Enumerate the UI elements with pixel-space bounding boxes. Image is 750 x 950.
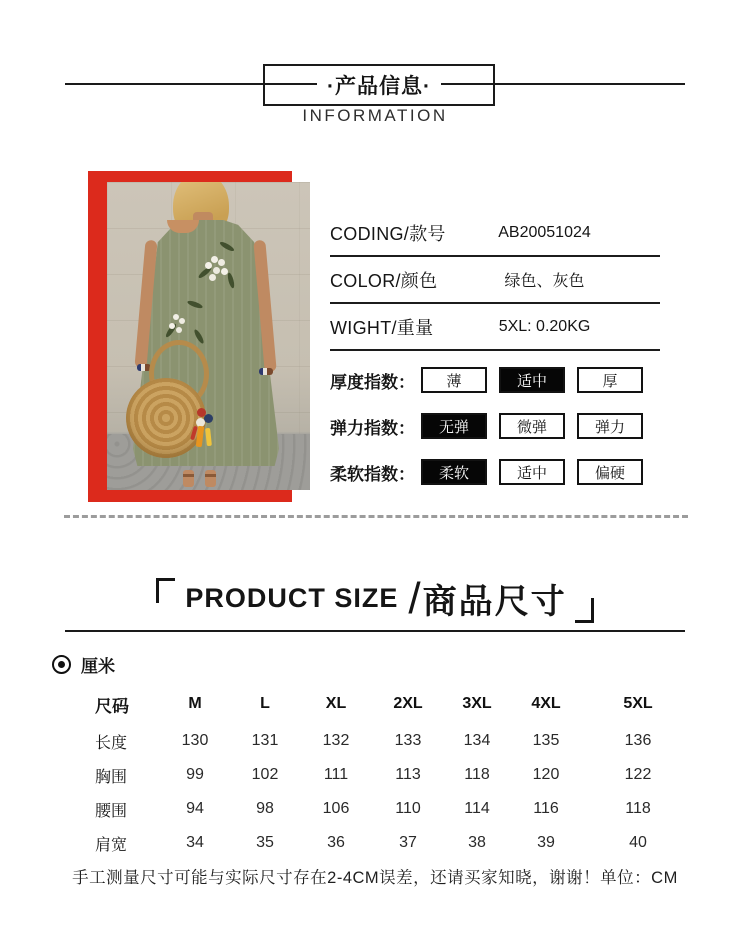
spec-value: AB20051024 xyxy=(498,223,591,241)
straw-bag xyxy=(126,378,206,458)
index-label: 厚度指数： xyxy=(330,372,415,392)
corner-bracket-top-left-icon xyxy=(156,578,175,603)
index-row-elasticity xyxy=(330,414,690,438)
table-cell: 134 xyxy=(463,732,491,749)
option-tag-selected: 适中 xyxy=(499,367,565,393)
size-table xyxy=(95,686,695,860)
measurement-note: 手工测量尺寸可能与实际尺寸存在2-4CM误差，还请买家知晓，谢谢！单位：CM xyxy=(72,869,678,887)
header-title-box xyxy=(263,64,495,106)
model-foot xyxy=(205,470,216,487)
product-photo xyxy=(107,182,310,490)
option-tag: 弹力 xyxy=(577,413,643,439)
index-row-softness xyxy=(330,460,690,484)
col-header: 3XL xyxy=(462,695,492,712)
table-cell: 36 xyxy=(327,834,345,851)
option-tag: 厚 xyxy=(577,367,643,393)
size-header-rule xyxy=(65,630,685,632)
spec-row-coding xyxy=(330,210,660,257)
option-tag: 薄 xyxy=(421,367,487,393)
spec-value: 绿色、灰色 xyxy=(504,273,585,290)
table-cell: 118 xyxy=(464,766,490,783)
size-title-en: PRODUCT SIZE xyxy=(185,583,399,613)
row-label: 肩宽 xyxy=(95,836,128,854)
table-cell: 131 xyxy=(251,732,279,749)
table-cell: 118 xyxy=(625,800,651,817)
index-list xyxy=(330,368,690,506)
index-label: 柔软指数： xyxy=(330,464,415,484)
col-header: 尺码 xyxy=(95,696,129,716)
table-row-shoulder xyxy=(95,826,695,860)
section-title-en: INFORMATION xyxy=(302,106,448,125)
col-header: M xyxy=(188,695,202,712)
option-tag-selected: 无弹 xyxy=(421,413,487,439)
table-cell: 120 xyxy=(532,766,560,783)
row-label: 长度 xyxy=(95,734,128,752)
table-cell: 94 xyxy=(186,800,204,817)
table-cell: 122 xyxy=(624,766,652,783)
spec-label: COLOR/颜色 xyxy=(330,270,438,291)
table-cell: 34 xyxy=(186,834,204,851)
table-row-bust xyxy=(95,758,695,792)
table-cell: 114 xyxy=(464,800,490,817)
unit-row xyxy=(52,652,115,677)
spec-label: WIGHT/重量 xyxy=(330,317,434,338)
table-header-row xyxy=(95,686,695,722)
col-header: 2XL xyxy=(393,695,423,712)
table-row-waist xyxy=(95,792,695,826)
table-cell: 37 xyxy=(399,834,417,851)
table-cell: 38 xyxy=(468,834,486,851)
size-section-header xyxy=(0,574,750,623)
bullseye-icon xyxy=(52,655,71,674)
section-title-cn: ·产品信息· xyxy=(317,70,441,100)
option-tag: 偏硬 xyxy=(577,459,643,485)
table-cell: 113 xyxy=(395,766,421,783)
table-cell: 99 xyxy=(186,766,204,783)
spec-label: CODING/款号 xyxy=(330,223,446,244)
table-cell: 102 xyxy=(251,766,279,783)
table-cell: 133 xyxy=(394,732,422,749)
table-cell: 136 xyxy=(624,732,652,749)
bracelet xyxy=(259,368,273,375)
floral-print-cluster xyxy=(173,314,179,320)
col-header: 4XL xyxy=(531,695,561,712)
table-cell: 106 xyxy=(322,800,350,817)
floral-print-cluster xyxy=(211,256,218,263)
row-label: 胸围 xyxy=(95,768,128,786)
table-cell: 132 xyxy=(322,732,350,749)
col-header: 5XL xyxy=(623,695,653,712)
size-title-cn: 商品尺寸 xyxy=(422,583,567,621)
table-cell: 40 xyxy=(629,834,647,851)
table-cell: 98 xyxy=(256,800,274,817)
size-title-slash: / xyxy=(408,573,421,623)
unit-label: 厘米 xyxy=(81,657,115,676)
row-label: 腰围 xyxy=(95,802,128,820)
option-tag: 微弹 xyxy=(499,413,565,439)
table-cell: 116 xyxy=(533,800,559,817)
dashed-divider xyxy=(64,515,688,518)
option-tag-selected: 柔软 xyxy=(421,459,487,485)
table-row-length xyxy=(95,724,695,758)
index-label: 弹力指数： xyxy=(330,418,415,438)
index-row-thickness xyxy=(330,368,690,392)
model-foot xyxy=(183,470,194,487)
table-cell: 130 xyxy=(181,732,209,749)
spec-value: 5XL: 0.20KG xyxy=(498,317,591,335)
pom-charm xyxy=(204,414,213,423)
col-header: L xyxy=(260,695,270,712)
table-cell: 135 xyxy=(532,732,560,749)
corner-bracket-bottom-right-icon xyxy=(575,598,594,623)
table-cell: 111 xyxy=(323,766,349,783)
spec-row-color xyxy=(330,257,660,304)
option-tag: 适中 xyxy=(499,459,565,485)
table-cell: 35 xyxy=(256,834,274,851)
table-cell: 39 xyxy=(537,834,555,851)
col-header: XL xyxy=(325,695,347,712)
spec-list xyxy=(330,210,660,351)
table-cell: 110 xyxy=(395,800,421,817)
spec-row-weight xyxy=(330,304,660,351)
